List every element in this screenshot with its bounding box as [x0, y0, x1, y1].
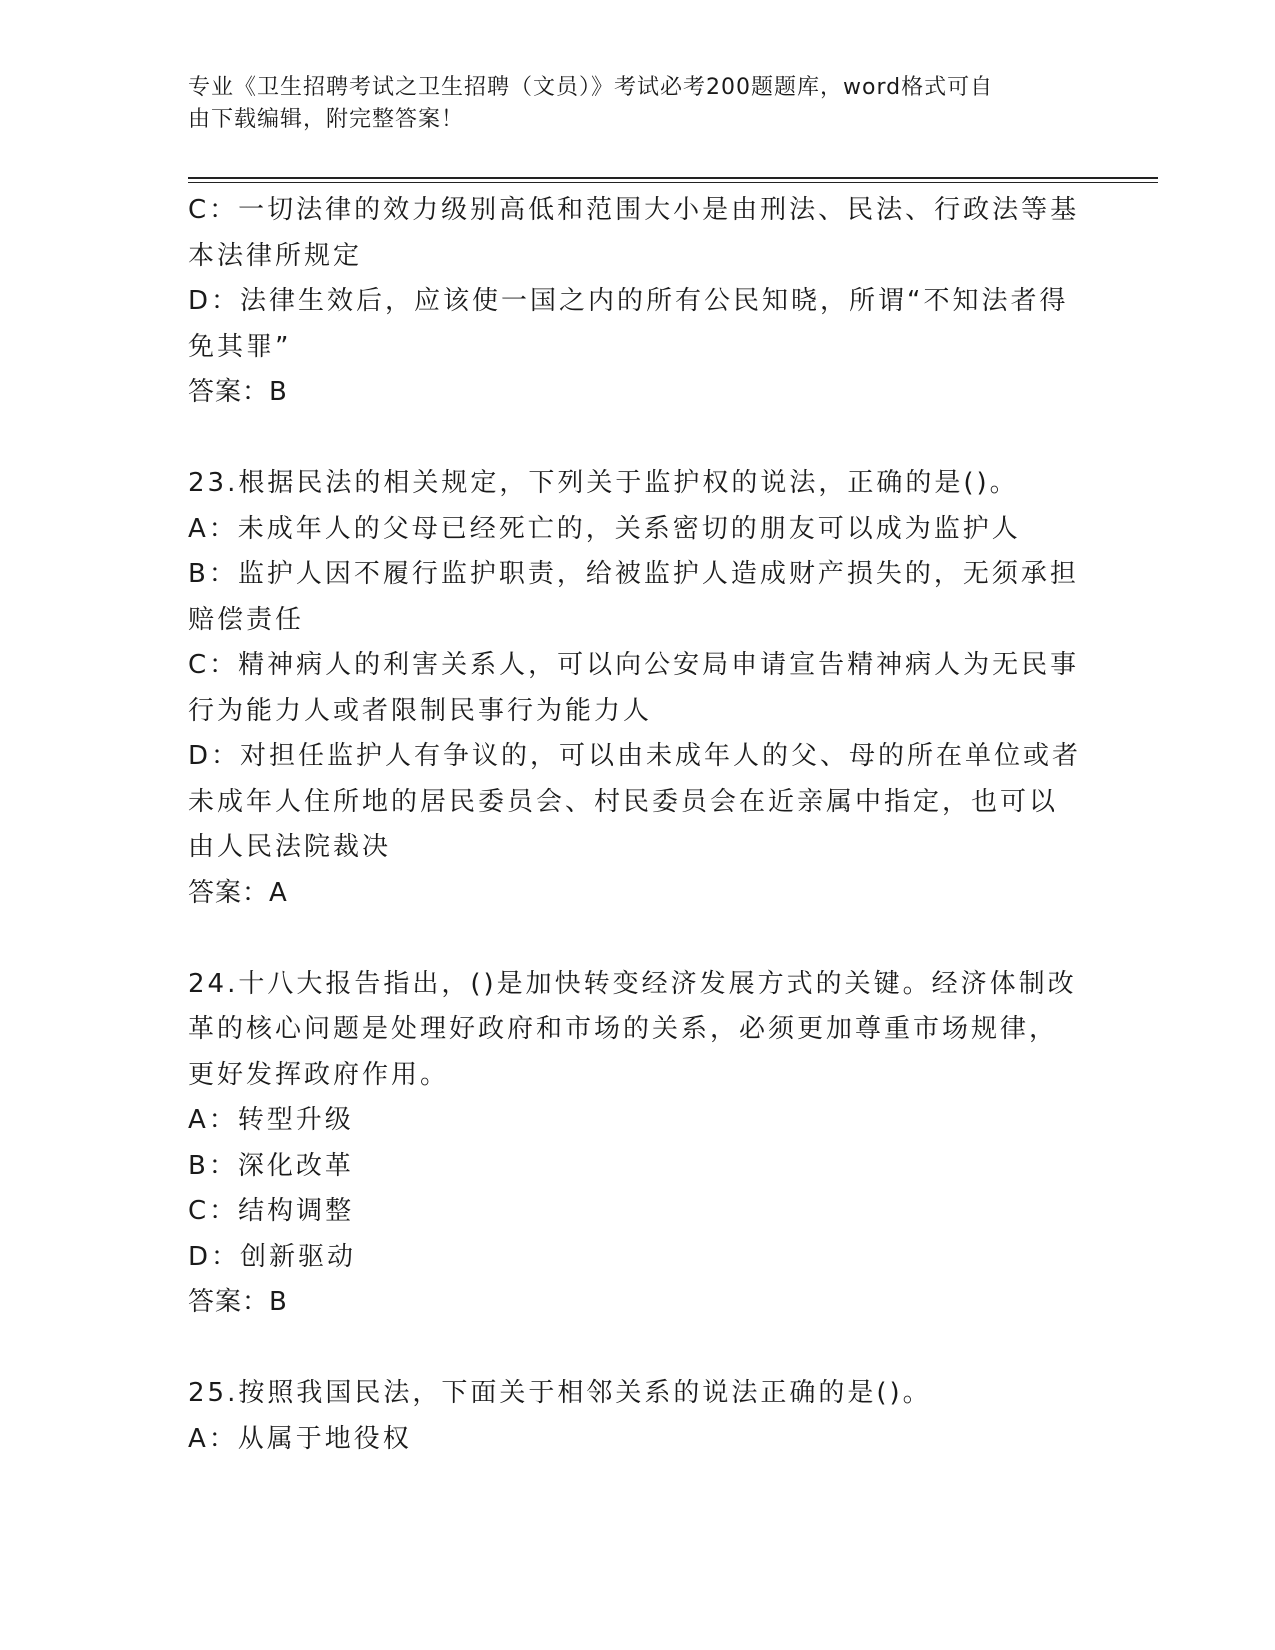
answer-label: 答案：A: [188, 877, 288, 908]
question-stem-line-1: 24.十八大报告指出，()是加快转变经济发展方式的关键。经济体制改: [188, 968, 1077, 999]
option-a-line-1: A：未成年人的父母已经死亡的，关系密切的朋友可以成为监护人: [188, 513, 1021, 544]
option-c-line-1: C：精神病人的利害关系人，可以向公安局申请宣告精神病人为无民事: [188, 650, 1080, 680]
option-a: [188, 507, 1068, 553]
header-line-2: 由下载编辑，附完整答案！: [188, 107, 465, 132]
question-list: [188, 188, 1082, 1462]
question-spacer: [188, 916, 1068, 962]
question-stem: 23.根据民法的相关规定，下列关于监护权的说法，正确的是()。: [188, 468, 1019, 498]
option-d: [188, 734, 1082, 871]
option-d-line-1: D：法律生效后，应该使一国之内的所有公民知晓，所谓“不知法者得: [188, 286, 1069, 316]
option-c: C：结构调整: [188, 1196, 355, 1226]
answer-label: 答案：B: [188, 377, 288, 407]
option-d: D：创新驱动: [188, 1241, 357, 1272]
option-c-line-2: 本法律所规定: [188, 240, 363, 271]
option-c-line-2: 行为能力人或者限制民事行为能力人: [188, 695, 653, 726]
option-b: B：深化改革: [188, 1150, 354, 1181]
option-d-line-1: D：对担任监护人有争议的，可以由未成年人的父、母的所在单位或者: [188, 741, 1082, 771]
question-25: [188, 1371, 1068, 1462]
option-b-line-1: B：监护人因不履行监护职责，给被监护人造成财产损失的，无须承担: [188, 559, 1079, 589]
header-divider-thick: [188, 177, 1158, 179]
option-a: A：转型升级: [188, 1105, 354, 1135]
option-a: A：从属于地役权: [188, 1423, 412, 1454]
option-c: [188, 643, 1080, 734]
question-stem: 25.按照我国民法，下面关于相邻关系的说法正确的是()。: [188, 1378, 932, 1408]
header-line-1: 专业《卫生招聘考试之卫生招聘（文员）》考试必考200题题库，word格式可自: [188, 75, 994, 100]
question-spacer: [188, 416, 1068, 462]
option-d-line-3: 由人民法院裁决: [188, 832, 392, 862]
answer-label: 答案：B: [188, 1287, 288, 1317]
option-b-line-2: 赔偿责任: [188, 604, 305, 635]
option-d-line-2: 免其罪”: [188, 331, 292, 362]
question-stem-line-3: 更好发挥政府作用。: [188, 1059, 450, 1090]
header-divider-thin: [188, 182, 1158, 183]
question-22-tail: [188, 188, 1080, 416]
option-c-line-1: C：一切法律的效力级别高低和范围大小是由刑法、民法、行政法等基: [188, 195, 1080, 225]
question-stem-line-2: 革的核心问题是处理好政府和市场的关系，必须更加尊重市场规律，: [188, 1014, 1059, 1044]
question-spacer: [188, 1326, 1068, 1372]
question-23: [188, 461, 1082, 916]
option-c: [188, 188, 1080, 279]
question-24: [188, 962, 1077, 1326]
option-b: [188, 552, 1079, 643]
document-header: [188, 72, 1068, 136]
option-d-line-2: 未成年人住所地的居民委员会、村民委员会在近亲属中指定，也可以: [188, 786, 1059, 817]
option-d: [188, 279, 1068, 370]
